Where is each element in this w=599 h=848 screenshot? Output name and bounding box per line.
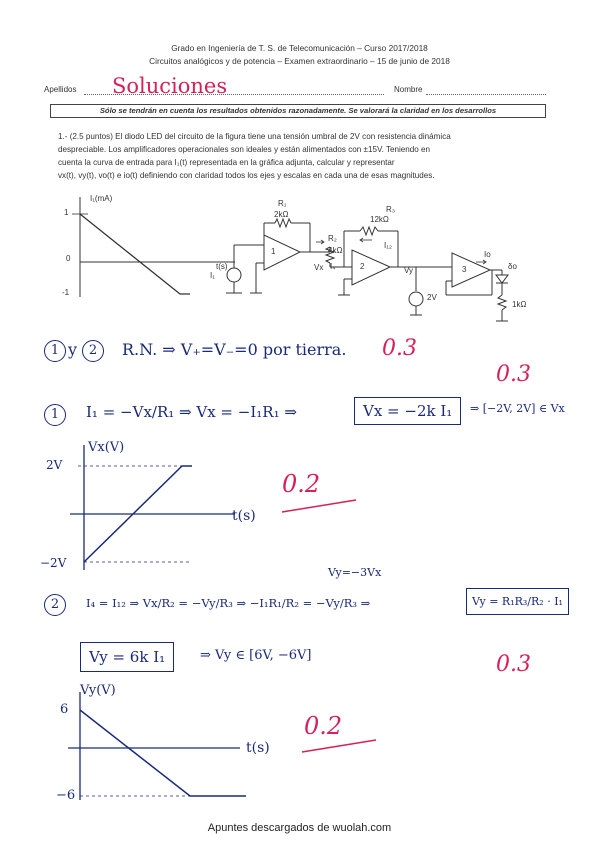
vy-result-box: Vy = R₁R₃/R₂ · I₁	[466, 588, 569, 615]
input-graph-tick-bot: -1	[62, 288, 70, 297]
vy-graph-bottom: −6	[56, 788, 76, 803]
vx-graph-grade: 0.2	[282, 470, 321, 498]
vx-label: Vx	[314, 263, 324, 272]
vx-grade-underline	[280, 498, 360, 518]
notice-box: Sólo se tendrán en cuenta los resultados obtenidos razonadamente. Se valorará la claridad en los desarrollos	[50, 104, 546, 118]
vx-graph-xlabel: t(s)	[232, 508, 256, 524]
apellidos-value: Soluciones	[112, 74, 228, 98]
apellidos-label: Apellidos	[44, 85, 77, 94]
step-3-grade: 0.3	[496, 652, 531, 677]
step-1-text: R.N. ⇒ V₊=V₋=0 por tierra.	[122, 340, 347, 359]
problem-line-2: despreciable. Los amplificadores operacionales son ideales y están alimentados con ±15V. Teniendo en	[58, 145, 431, 154]
step-1-conjunction: y	[68, 340, 78, 359]
vx-graph-ylabel: Vx(V)	[88, 440, 125, 455]
opamp2-number: 2	[360, 262, 365, 271]
step-3-circle: 2	[44, 594, 66, 616]
r3-name: R₃	[386, 205, 396, 214]
input-graph-tick-top: 1	[64, 208, 69, 217]
problem-line-4: vx(t), vy(t), vo(t) e io(t) definiendo con claridad todos los ejes y escalas en cada una de esas magnitudes.	[58, 171, 435, 180]
vy-graph-xlabel: t(s)	[246, 740, 270, 756]
apellidos-line	[84, 94, 384, 95]
vy-grade-underline	[300, 738, 380, 758]
problem-line-3: cuenta la curva de entrada para I₁(t) representada en la gráfica adjunta, calcular y representar	[58, 158, 395, 167]
header-line-1: Grado en Ingeniería de T. S. de Telecomunicación – Curso 2017/2018	[171, 43, 428, 53]
vref-label: 2V	[427, 293, 437, 302]
vx-graph-top: 2V	[46, 458, 63, 472]
step-3-tail: ⇒ Vy ∈ [6V, −6V]	[200, 648, 312, 663]
step-1a-circle: 1	[44, 340, 66, 362]
r1-value: 2kΩ	[274, 210, 289, 219]
source-label: I₁	[210, 271, 215, 280]
nombre-label: Nombre	[394, 85, 423, 94]
header-line-2: Circuitos analógicos y de potencia – Examen extraordinario – 15 de junio de 2018	[149, 56, 450, 66]
opamp1-number: 1	[271, 247, 276, 256]
step-1b-circle: 2	[82, 340, 104, 362]
input-graph-ylabel: I₁(mA)	[90, 194, 113, 203]
r3-value: 12kΩ	[370, 215, 389, 224]
problem-line-1: 1.- (2.5 puntos) El diodo LED del circuito de la figura tiene una tensión umbral de 2V con resistencia dinámica	[58, 132, 451, 141]
input-current-graph	[60, 192, 240, 302]
step-2-tail: ⇒ [−2V, 2V] ∈ Vx	[470, 402, 565, 415]
nombre-line	[426, 94, 546, 95]
r2-name: R₂	[328, 234, 337, 243]
vy-graph-ylabel: Vy(V)	[80, 683, 116, 698]
r2-value: 4kΩ	[328, 246, 343, 255]
footer-credit: Apuntes descargados de wuolah.com	[207, 822, 392, 834]
step-2-text: I₁ = −Vx/R₁ ⇒ Vx = −I₁R₁ ⇒	[86, 403, 297, 421]
vx-result-box: Vx = −2k I₁	[354, 397, 461, 425]
vy-graph-grade: 0.2	[304, 712, 343, 740]
step-3-note: Vy=−3Vx	[328, 566, 382, 579]
step-1-grade: 0.3	[382, 336, 417, 361]
i4-label: I₄	[330, 262, 336, 271]
opamp3-number: 3	[462, 265, 467, 274]
vx-graph-bottom: −2V	[40, 556, 67, 570]
vo-label: δo	[508, 262, 517, 271]
vy-simplified-box: Vy = 6k I₁	[80, 642, 174, 672]
input-graph-xlabel: t(s)	[216, 262, 228, 271]
input-graph-tick-mid: 0	[66, 254, 71, 263]
step-2-circle: 1	[44, 404, 66, 426]
step-2-grade: 0.3	[496, 362, 531, 387]
io-label: Io	[484, 250, 491, 259]
r1-name: R₁	[278, 199, 287, 208]
vy-graph-top: 6	[60, 702, 69, 717]
step-3-text: I₄ = I₁₂ ⇒ Vx/R₂ = −Vy/R₃ ⇒ −I₁R₁/R₂ = −Vy/R₃ ⇒	[86, 596, 371, 610]
rl-value: 1kΩ	[512, 300, 527, 309]
vy-label: Vy	[404, 266, 414, 275]
i12-label: I₁₂	[384, 241, 393, 250]
vx-graph	[60, 440, 260, 575]
